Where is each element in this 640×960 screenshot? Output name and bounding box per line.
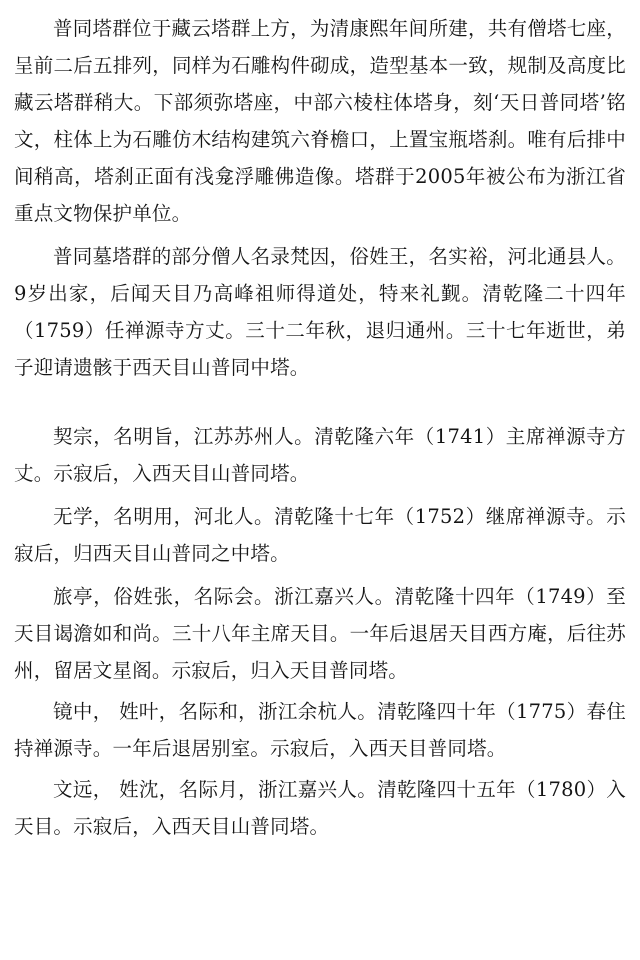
paragraph-4: 无学，名明用，河北人。清乾隆十七年（1752）继席禅源寺。示寂后，归西天目山普同之中塔。 bbox=[14, 505, 626, 565]
paragraph-6: 镜中， 姓叶，名际和，浙江余杭人。清乾隆四十年（1775）春住持禅源寺。一年后退居别室。示寂后，入西天目普同塔。 bbox=[14, 700, 626, 760]
paragraph-5: 旅亭，俗姓张，名际会。浙江嘉兴人。清乾隆十四年（1749）至天目谒澹如和尚。三十八年主席天目。一年后退居天目西方庵，后往苏州，留居文星阁。示寂后，归入天目普同塔。 bbox=[14, 585, 626, 682]
paragraph-3: 契宗，名明旨，江苏苏州人。清乾隆六年（1741）主席禅源寺方丈。示寂后，入西天目山普同塔。 bbox=[14, 425, 626, 485]
paragraph-1: 普同塔群位于藏云塔群上方，为清康熙年间所建，共有僧塔七座，呈前二后五排列，同样为石雕构件砌成，造型基本一致，规制及高度比藏云塔群稍大。下部须弥塔座，中部六棱柱体塔身，刻‘天日普同塔’铭文，柱体上为石雕仿木结构建筑六脊檐口，上置宝瓶塔刹。唯有后排中间稍高，塔刹正面有浅龛浮雕佛造像。塔群于2005年被公布为浙江省重点文物保护单位。 bbox=[14, 17, 626, 225]
paragraph-2: 普同墓塔群的部分僧人名录梵因，俗姓王，名实裕，河北通县人。9岁出家，后闻天目乃高峰祖师得道处，特来礼觐。清乾隆二十四年（1759）任禅源寺方丈。三十二年秋，退归通州。三十七年逝世，弟子迎请遗骸于西天目山普同中塔。 bbox=[14, 245, 626, 379]
paragraph-7: 文远， 姓沈，名际月，浙江嘉兴人。清乾隆四十五年（1780）入天目。示寂后，入西天目山普同塔。 bbox=[14, 778, 626, 838]
